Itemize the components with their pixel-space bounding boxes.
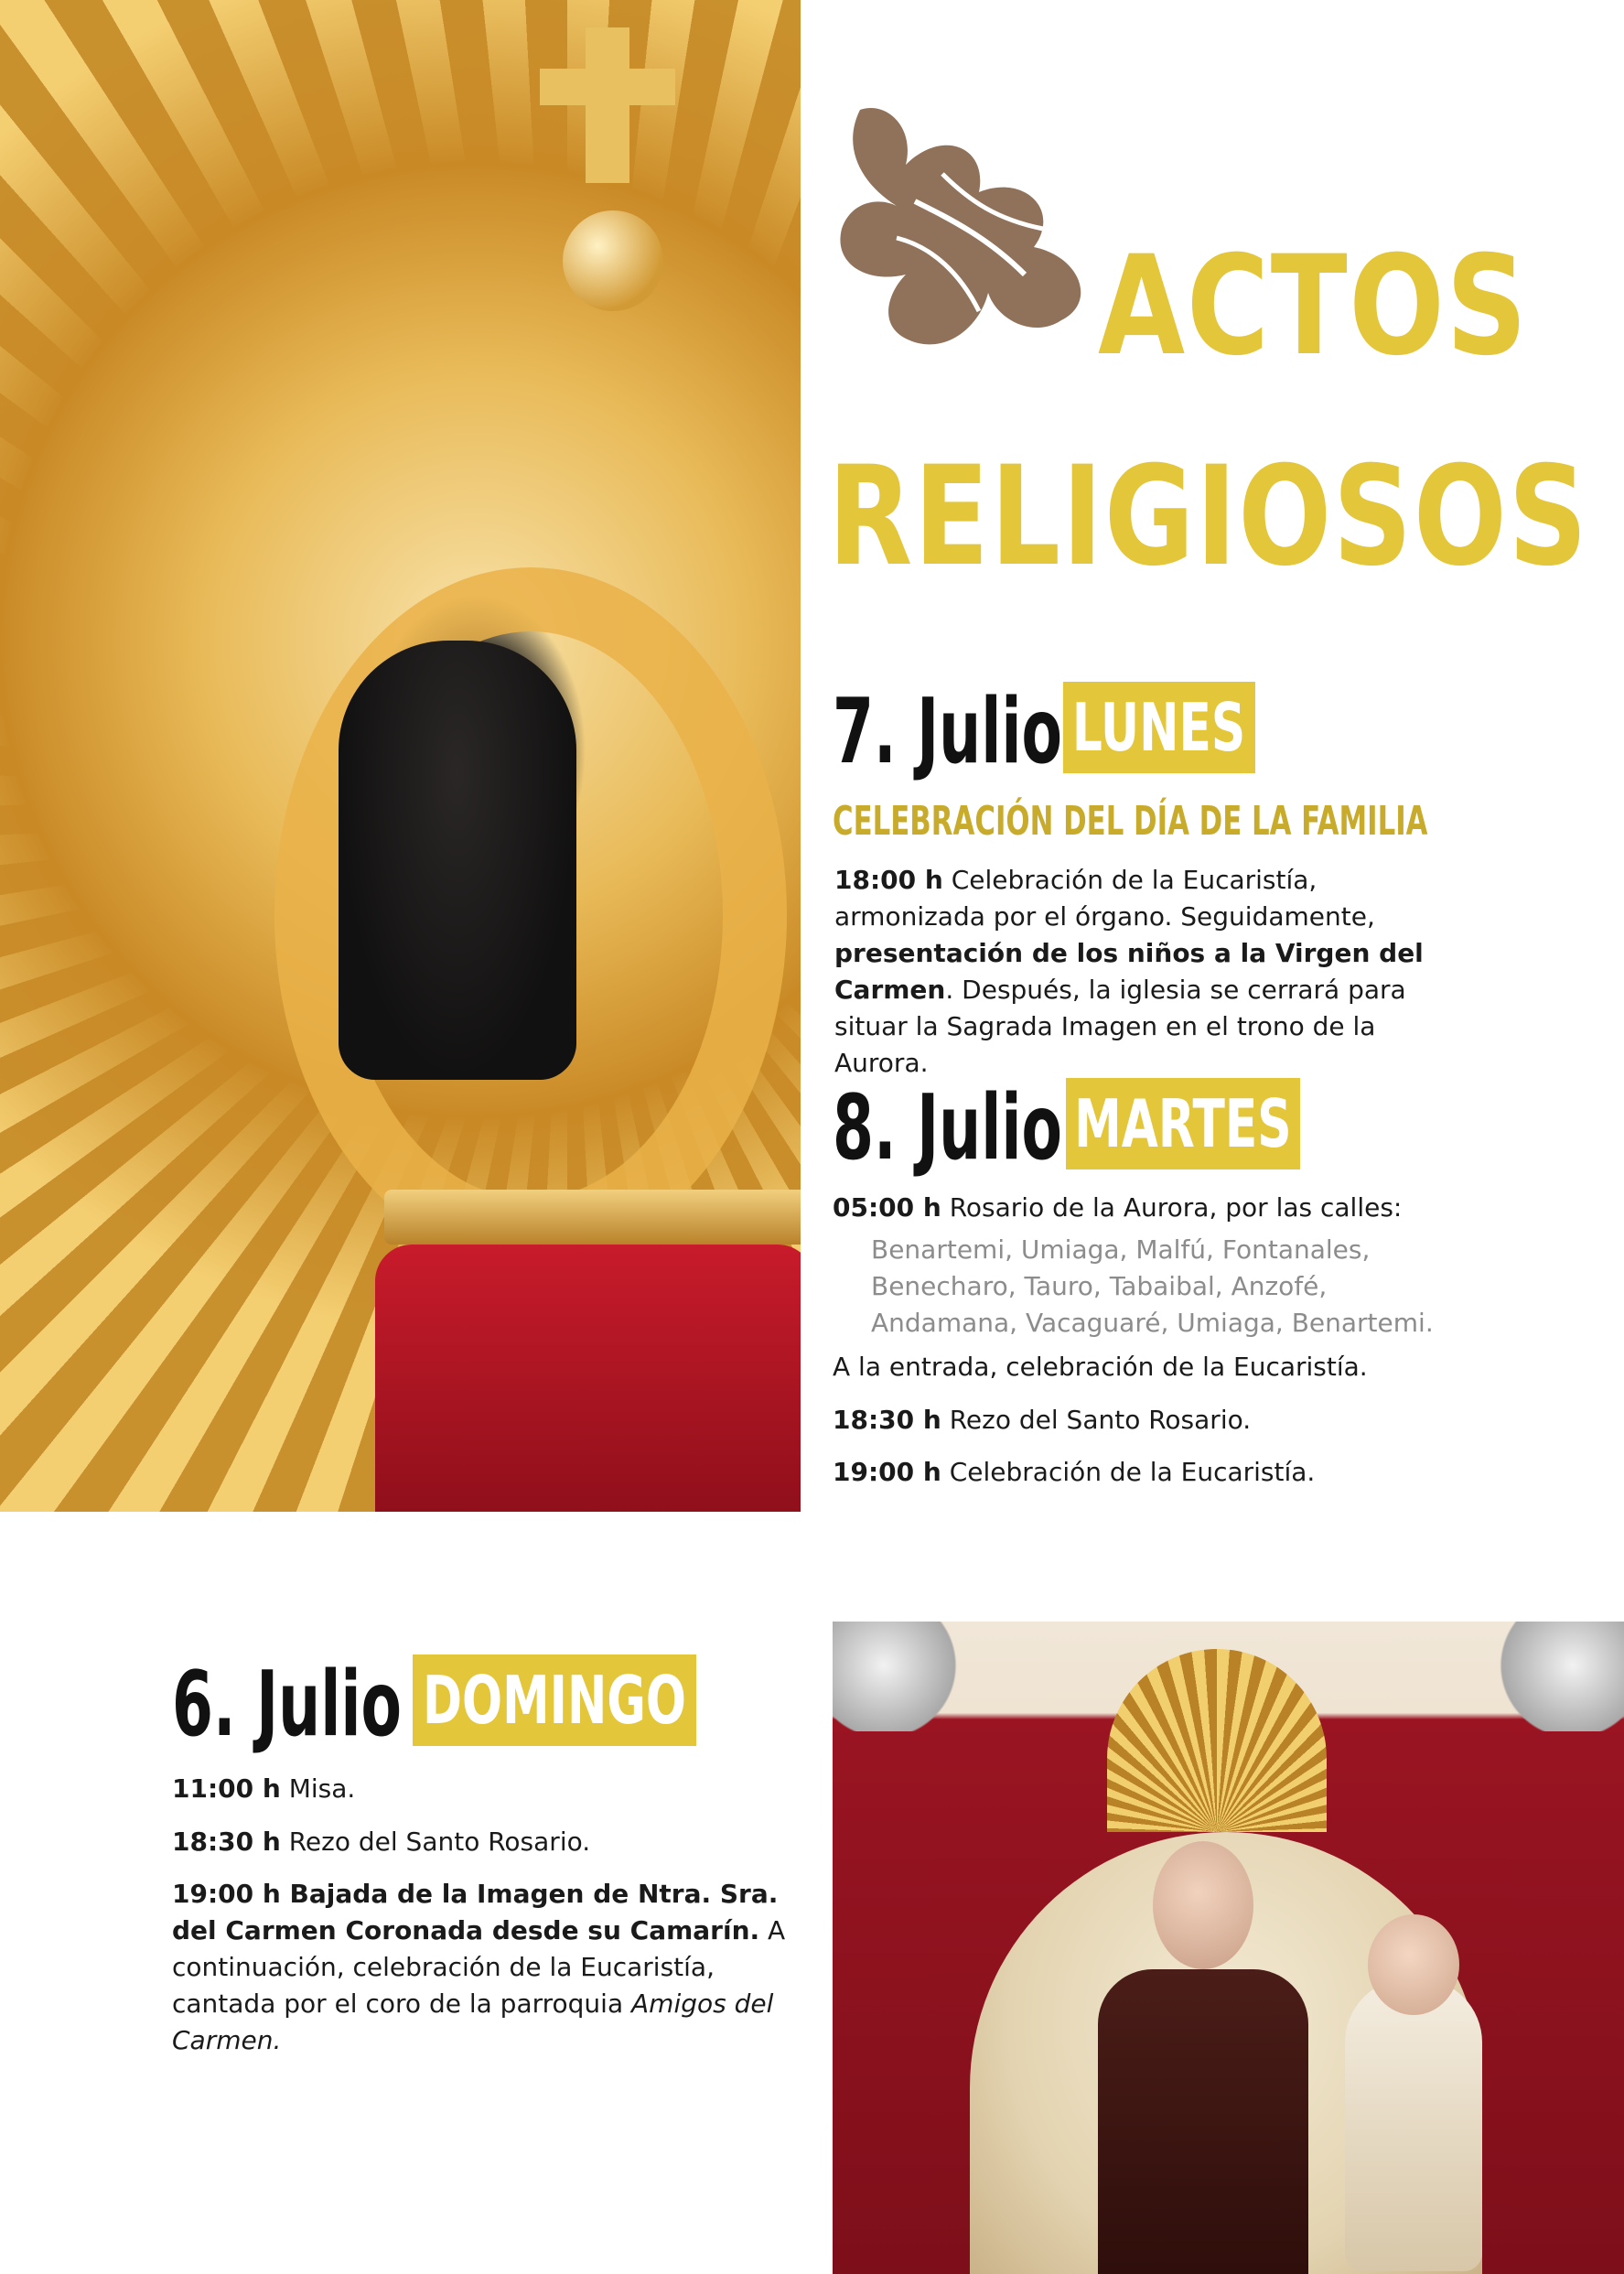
day-8-after-streets: A la entrada, celebración de la Eucaristía. <box>833 1352 1368 1382</box>
day-7-text-a: Celebración de la Eucaristía, armonizada por el órgano. Seguidamente, <box>834 865 1375 932</box>
flourish-ornament <box>805 92 1135 403</box>
child-figure <box>1345 1978 1482 2271</box>
day-6-time-2: 18:30 h <box>172 1827 281 1857</box>
day-7-header <box>833 680 1246 784</box>
day-6-date: 6. Julio <box>172 1653 402 1757</box>
virgin-crown <box>1107 1649 1327 1832</box>
day-6-last-text: A continuación, celebración de la Eucaristía, cantada por el coro de la parroquia <box>172 1915 786 2019</box>
virgin-photo <box>833 1622 1624 2274</box>
day-6-last-bold: 19:00 h Bajada de la Imagen de Ntra. Sra. del Carmen Coronada desde su Camarín. <box>172 1879 779 1945</box>
virgin-robe <box>1098 1969 1308 2274</box>
background-figure <box>339 641 576 1080</box>
day-8-header <box>833 1076 1292 1180</box>
crown-base <box>384 1190 801 1245</box>
day-6-entry-3 <box>172 1876 794 2059</box>
day-7-date: 7. Julio <box>833 680 1062 784</box>
day-6-weekday-badge <box>413 1654 696 1746</box>
day-8-text-1: Rosario de la Aurora, por las calles: <box>941 1192 1403 1223</box>
crown-photo <box>0 0 801 1512</box>
day-7-time: 18:00 h <box>834 865 943 895</box>
day-8-entry-2 <box>833 1402 1528 1439</box>
red-cloth <box>375 1245 801 1512</box>
day-7-subtitle: CELEBRACIÓN DEL DÍA DE LA FAMILIA <box>833 798 1428 845</box>
day-8-weekday: MARTES <box>1074 1085 1292 1162</box>
day-7-weekday-badge <box>1063 682 1255 773</box>
day-8-time-2: 18:30 h <box>833 1405 941 1435</box>
day-7-text-b: . Después, la iglesia se cerrará para situar la Sagrada Imagen en el trono de la Aurora. <box>834 975 1406 1078</box>
day-8-time-1: 05:00 h <box>833 1192 941 1223</box>
day-8-text-2: Rezo del Santo Rosario. <box>941 1405 1252 1435</box>
day-6-weekday: DOMINGO <box>423 1662 687 1739</box>
day-8-weekday-badge <box>1066 1078 1300 1169</box>
day-6-time-1: 11:00 h <box>172 1773 281 1804</box>
day-8-entry-1 <box>833 1190 1528 1226</box>
silver-ornament-left <box>833 1622 961 1731</box>
day-8-streets: Benartemi, Umiaga, Malfú, Fontanales, Benecharo, Tauro, Tabaibal, Anzofé, Andamana, Vacaguaré, Umiaga, Benartemi. <box>871 1234 1434 1338</box>
virgin-face <box>1153 1841 1253 1969</box>
day-6-entry-2 <box>172 1824 794 1860</box>
orb-ornament <box>563 210 663 311</box>
day-8-text-3: Celebración de la Eucaristía. <box>941 1457 1316 1487</box>
child-face <box>1368 1914 1459 2015</box>
day-8-entry-3 <box>833 1454 1528 1491</box>
title-line-1: ACTOS <box>1098 227 1529 386</box>
day-8-time-3: 19:00 h <box>833 1457 941 1487</box>
day-7-text-bold: presentación de los niños a la Virgen del Carmen <box>834 938 1424 1005</box>
silver-ornament-right <box>1496 1622 1624 1731</box>
day-6-header <box>172 1653 687 1757</box>
title-line-2: RELIGIOSOS <box>828 437 1589 597</box>
day-8-date: 8. Julio <box>833 1076 1062 1180</box>
day-6-entry-1 <box>172 1771 794 1807</box>
day-7-entry <box>834 862 1466 1082</box>
cross-ornament <box>586 27 629 183</box>
day-7-weekday: LUNES <box>1072 689 1246 766</box>
day-6-text-1: Misa. <box>280 1773 356 1804</box>
day-6-last-italic: Amigos del Carmen. <box>172 1988 774 2055</box>
day-6-text-2: Rezo del Santo Rosario. <box>280 1827 591 1857</box>
